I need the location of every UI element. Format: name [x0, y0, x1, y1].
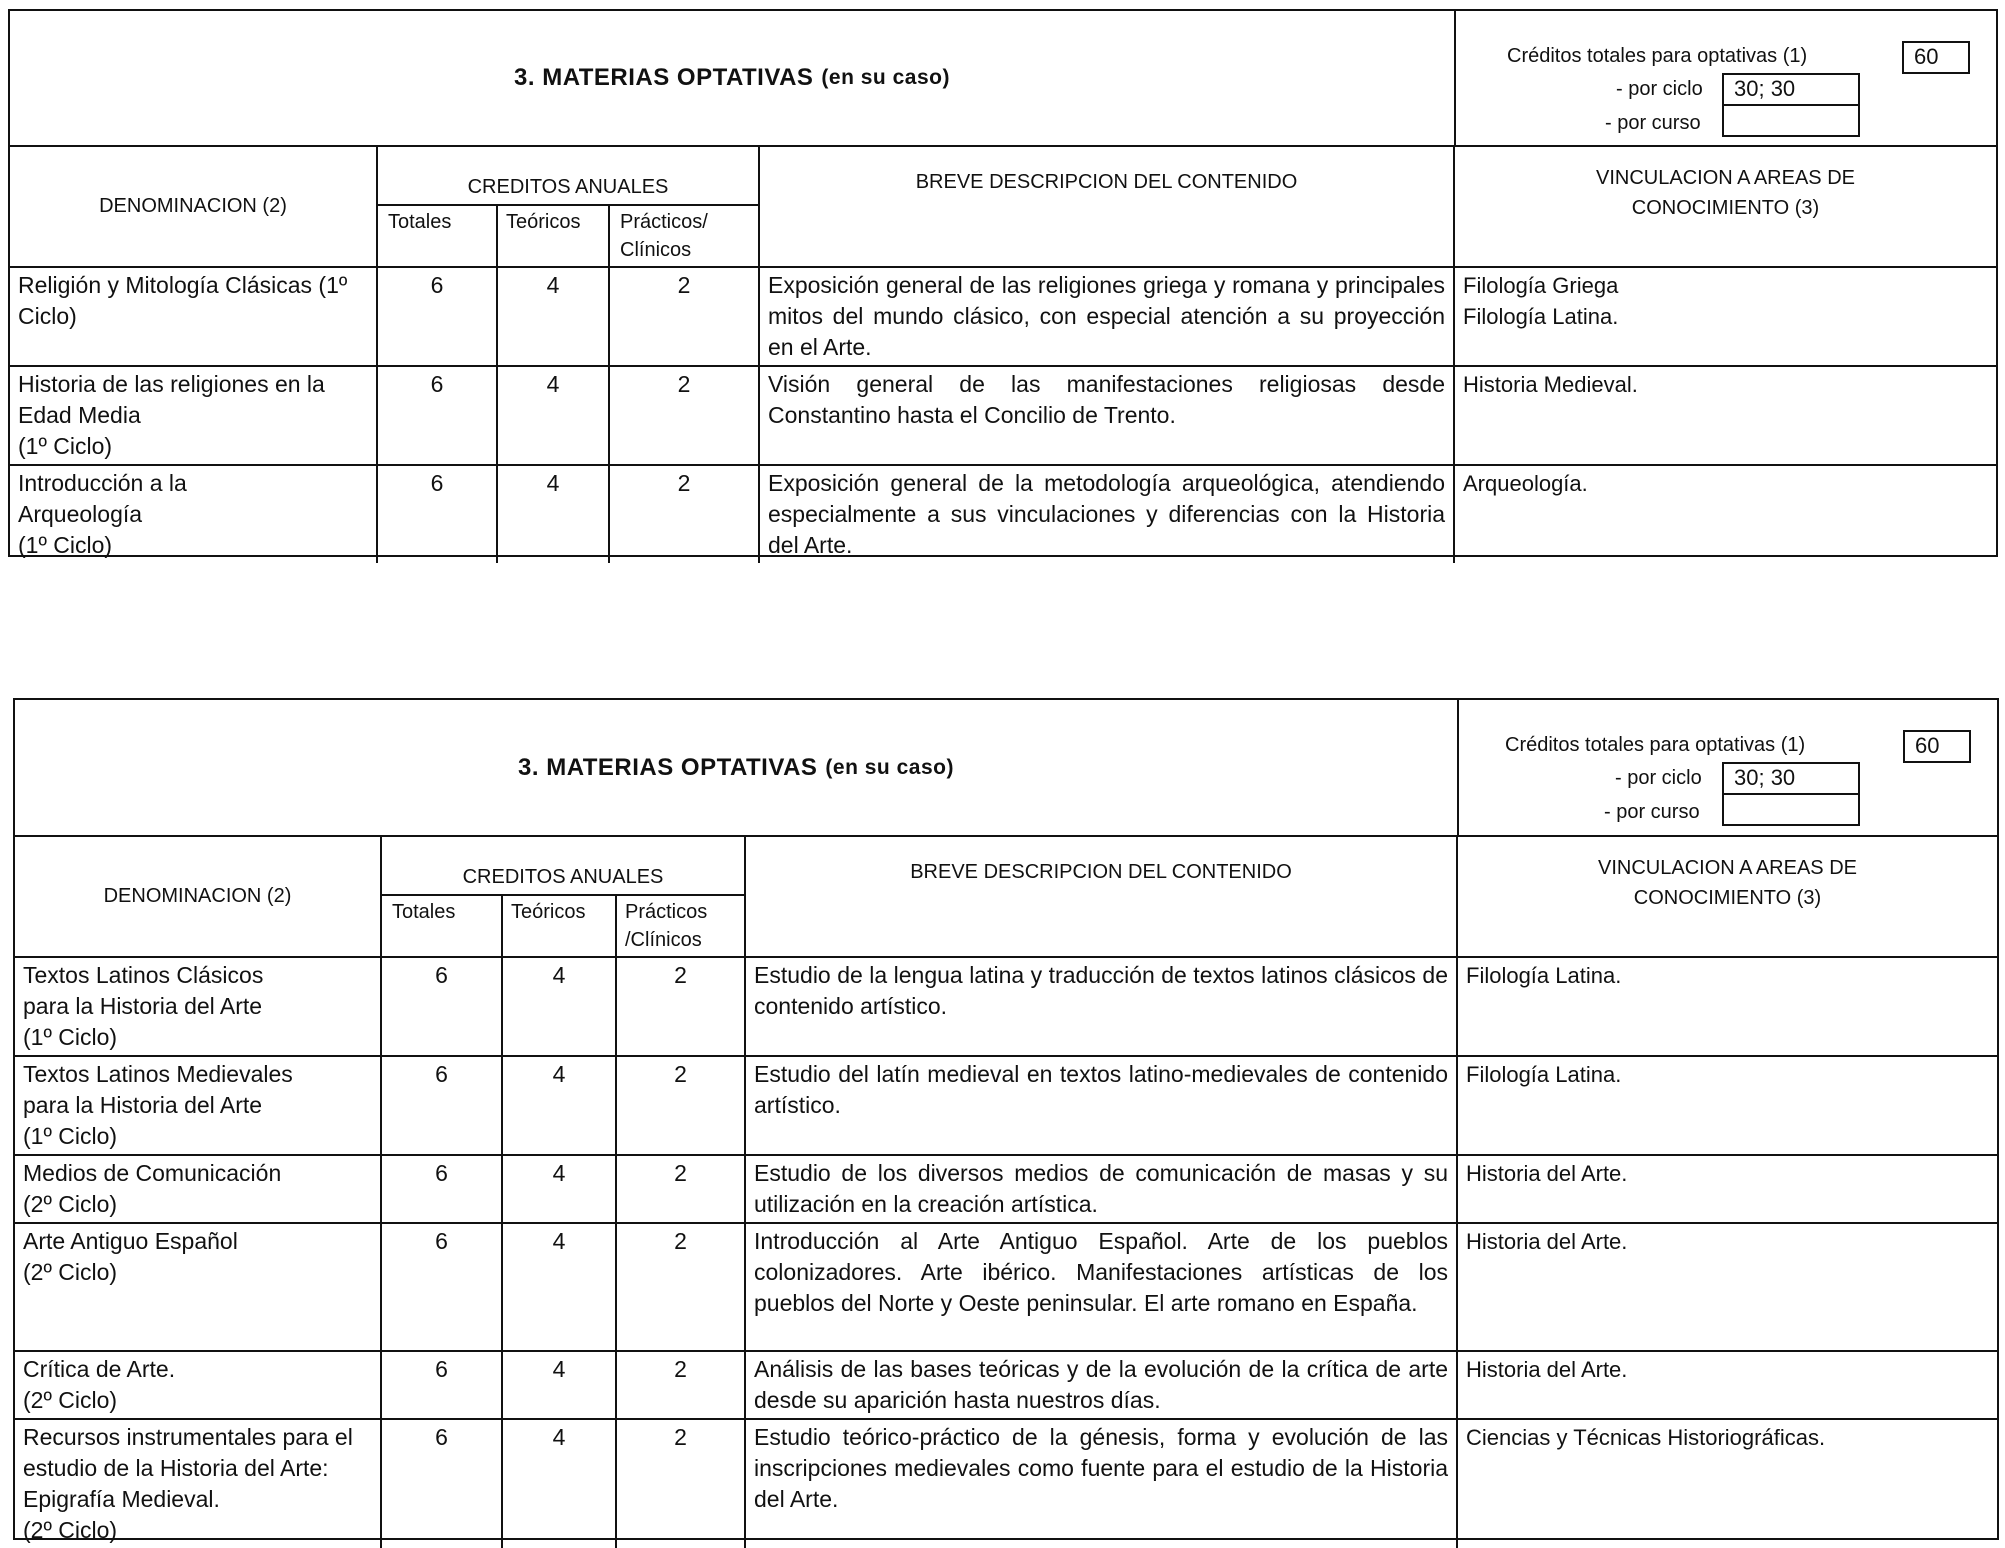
- por-ciclo-value: 30; 30: [1722, 762, 1860, 795]
- subjects-grid: [15, 835, 1997, 1548]
- table-header: [10, 11, 1996, 147]
- subject-description: Estudio de la lengua latina y traducción de textos latinos clásicos de contenido artístico.: [745, 957, 1457, 1056]
- subject-name: Crítica de Arte. (2º Ciclo): [15, 1351, 381, 1419]
- section-title: [10, 11, 1454, 145]
- table-row: [10, 267, 1996, 366]
- subject-name: Recursos instrumentales para el estudio de la Historia del Arte: Epigrafía Medieval. (2º Ciclo): [15, 1419, 381, 1548]
- subject-areas: Historia del Arte.: [1457, 1223, 1997, 1351]
- column-header-row: [10, 145, 1996, 205]
- credits-practicos: 2: [609, 465, 759, 563]
- credits-practicos: 2: [616, 1419, 745, 1548]
- table-row: [15, 1419, 1997, 1548]
- por-ciclo-label: - por ciclo: [1616, 78, 1703, 100]
- credits-totales: 6: [377, 366, 497, 465]
- credits-summary: [1454, 11, 1996, 145]
- subject-name: Arte Antiguo Español (2º Ciclo): [15, 1223, 381, 1351]
- credits-totales: 6: [381, 1155, 502, 1223]
- section-title-text: 3. MATERIAS OPTATIVAS: [514, 64, 814, 91]
- credits-teoricos: 4: [502, 1056, 616, 1155]
- credits-total-label: Créditos totales para optativas (1): [1507, 45, 1808, 67]
- subjects-grid: [10, 145, 1996, 563]
- credits-practicos: 2: [616, 1351, 745, 1419]
- col-totales: Totales: [381, 895, 502, 957]
- optativas-table-1: [8, 9, 1998, 557]
- subject-areas: Historia del Arte.: [1457, 1155, 1997, 1223]
- credits-teoricos: 4: [502, 1351, 616, 1419]
- col-teoricos: Teóricos: [502, 895, 616, 957]
- col-vinculacion: VINCULACION A AREAS DE CONOCIMIENTO (3): [1457, 835, 1997, 957]
- credits-summary: [1457, 700, 1997, 835]
- credits-teoricos: 4: [502, 957, 616, 1056]
- col-descripcion: BREVE DESCRIPCION DEL CONTENIDO: [759, 145, 1454, 267]
- subject-description: Análisis de las bases teóricas y de la evolución de la crítica de arte desde su aparición hasta nuestros días.: [745, 1351, 1457, 1419]
- col-teoricos: Teóricos: [497, 205, 609, 267]
- por-curso-value: [1722, 793, 1860, 826]
- table-row: [10, 465, 1996, 563]
- section-title: [15, 700, 1457, 835]
- subject-description: Estudio teórico-práctico de la génesis, forma y evolución de las inscripciones medievales como fuente para el estudio de la Historia del Arte.: [745, 1419, 1457, 1548]
- subject-description: Exposición general de la metodología arqueológica, atendiendo especialmente a sus vinculaciones y diferencias con la Historia del Arte.: [759, 465, 1454, 563]
- credits-practicos: 2: [616, 1155, 745, 1223]
- subject-areas: Filología Latina.: [1457, 1056, 1997, 1155]
- subject-description: Estudio de los diversos medios de comunicación de masas y su utilización en la creación artística.: [745, 1155, 1457, 1223]
- section-title-text: 3. MATERIAS OPTATIVAS: [518, 753, 818, 781]
- credits-practicos: 2: [616, 1056, 745, 1155]
- credits-totales: 6: [377, 267, 497, 366]
- credits-totales: 6: [381, 1223, 502, 1351]
- credits-practicos: 2: [609, 267, 759, 366]
- por-curso-label: - por curso: [1604, 801, 1700, 823]
- por-curso-label: - por curso: [1605, 112, 1701, 134]
- credits-teoricos: 4: [502, 1223, 616, 1351]
- col-vinculacion: VINCULACION A AREAS DE CONOCIMIENTO (3): [1454, 145, 1996, 267]
- subject-areas: Ciencias y Técnicas Historiográficas.: [1457, 1419, 1997, 1548]
- table-row: [15, 1056, 1997, 1155]
- credits-totales: 6: [381, 957, 502, 1056]
- subject-areas: Historia del Arte.: [1457, 1351, 1997, 1419]
- credits-total-value: 60: [1903, 730, 1971, 763]
- col-denominacion: DENOMINACION (2): [10, 145, 377, 267]
- credits-practicos: 2: [609, 366, 759, 465]
- section-title-note: (en su caso): [825, 755, 954, 779]
- col-practicos: Prácticos/ Clínicos: [609, 205, 759, 267]
- credits-totales: 6: [381, 1351, 502, 1419]
- credits-teoricos: 4: [502, 1419, 616, 1548]
- optativas-table-2: [13, 698, 1999, 1543]
- subject-description: Exposición general de las religiones griega y romana y principales mitos del mundo clásico, con especial atención a su proyección en el Arte.: [759, 267, 1454, 366]
- credits-teoricos: 4: [497, 465, 609, 563]
- credits-total-label: Créditos totales para optativas (1): [1505, 734, 1806, 756]
- credits-totales: 6: [381, 1056, 502, 1155]
- col-practicos: Prácticos /Clínicos: [616, 895, 745, 957]
- por-ciclo-label: - por ciclo: [1615, 767, 1702, 789]
- credits-practicos: 2: [616, 1223, 745, 1351]
- subject-description: Introducción al Arte Antiguo Español. Arte de los pueblos colonizadores. Arte ibérico. Manifestaciones artísticas de los pueblos del Norte y Oeste peninsular. El arte romano en España.: [745, 1223, 1457, 1351]
- subject-areas: Historia Medieval.: [1454, 366, 1996, 465]
- table-row: [15, 1155, 1997, 1223]
- credits-teoricos: 4: [497, 366, 609, 465]
- subject-name: Medios de Comunicación (2º Ciclo): [15, 1155, 381, 1223]
- credits-totales: 6: [377, 465, 497, 563]
- subject-areas: Filología Griega Filología Latina.: [1454, 267, 1996, 366]
- subject-name: Religión y Mitología Clásicas (1º Ciclo): [10, 267, 377, 366]
- subject-description: Estudio del latín medieval en textos latino-medievales de contenido artístico.: [745, 1056, 1457, 1155]
- subject-description: Visión general de las manifestaciones religiosas desde Constantino hasta el Concilio de Trento.: [759, 366, 1454, 465]
- subject-areas: Filología Latina.: [1457, 957, 1997, 1056]
- table-row: [15, 1223, 1997, 1351]
- credits-teoricos: 4: [497, 267, 609, 366]
- credits-total-value: 60: [1902, 41, 1970, 74]
- col-totales: Totales: [377, 205, 497, 267]
- table-header: [15, 700, 1997, 837]
- subject-name: Introducción a la Arqueología (1º Ciclo): [10, 465, 377, 563]
- credits-totales: 6: [381, 1419, 502, 1548]
- table-row: [15, 1351, 1997, 1419]
- col-descripcion: BREVE DESCRIPCION DEL CONTENIDO: [745, 835, 1457, 957]
- subject-name: Historia de las religiones en la Edad Media (1º Ciclo): [10, 366, 377, 465]
- table-row: [10, 366, 1996, 465]
- por-curso-value: [1722, 104, 1860, 137]
- subject-areas: Arqueología.: [1454, 465, 1996, 563]
- col-creditos-anuales: CREDITOS ANUALES: [381, 835, 745, 895]
- column-header-row: [15, 835, 1997, 895]
- subject-name: Textos Latinos Clásicos para la Historia del Arte (1º Ciclo): [15, 957, 381, 1056]
- credits-teoricos: 4: [502, 1155, 616, 1223]
- credits-practicos: 2: [616, 957, 745, 1056]
- subject-name: Textos Latinos Medievales para la Historia del Arte (1º Ciclo): [15, 1056, 381, 1155]
- table-row: [15, 957, 1997, 1056]
- por-ciclo-value: 30; 30: [1722, 73, 1860, 106]
- col-denominacion: DENOMINACION (2): [15, 835, 381, 957]
- section-title-note: (en su caso): [821, 66, 950, 89]
- col-creditos-anuales: CREDITOS ANUALES: [377, 145, 759, 205]
